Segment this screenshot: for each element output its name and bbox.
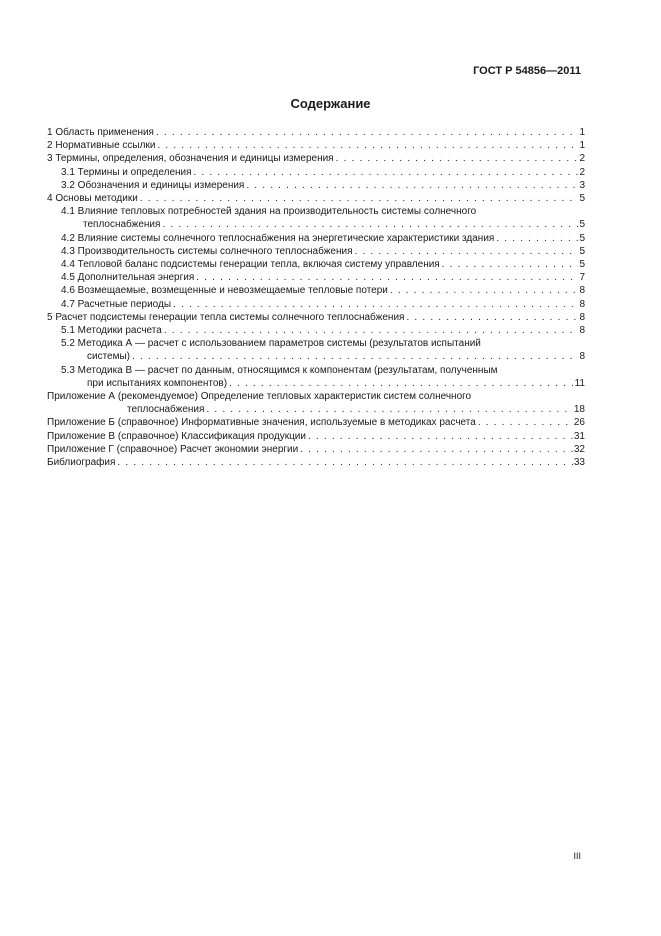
toc-entry[interactable] bbox=[47, 456, 585, 469]
toc-page-number: 5 bbox=[579, 259, 585, 271]
page-title: Содержание bbox=[290, 96, 371, 111]
toc-entry[interactable] bbox=[47, 298, 585, 311]
toc-page-number: 8 bbox=[579, 325, 585, 337]
toc-entry[interactable] bbox=[47, 166, 585, 179]
toc-entry-title-continued: системы) bbox=[87, 351, 131, 363]
toc-entry-title-continued: при испытаниях компонентов) bbox=[87, 377, 228, 389]
toc-entry-title-continued: теплоснабжения bbox=[127, 404, 205, 416]
toc-page-number: 8 bbox=[579, 285, 585, 297]
toc-entry-title: 2 Нормативные ссылки bbox=[47, 140, 156, 152]
dot-leader bbox=[156, 126, 578, 139]
toc-entry-title: 3.1 Термины и определения bbox=[61, 166, 192, 178]
toc-page-number: 7 bbox=[579, 272, 585, 284]
dot-leader bbox=[194, 166, 579, 179]
toc-page-number: 26 bbox=[573, 417, 585, 429]
toc-page-number: 5 bbox=[579, 219, 585, 231]
toc-entry[interactable] bbox=[47, 324, 585, 337]
toc-entry-title: 4.7 Расчетные периоды bbox=[61, 298, 172, 310]
dot-leader bbox=[406, 311, 578, 324]
toc-page-number: 33 bbox=[573, 457, 585, 469]
dot-leader bbox=[196, 271, 578, 284]
dot-leader bbox=[336, 152, 579, 165]
toc-page-number: 1 bbox=[579, 127, 585, 138]
toc-entry[interactable] bbox=[47, 232, 585, 245]
toc-entry-title: 5 Расчет подсистемы генерации тепла системы солнечного теплоснабжения bbox=[47, 311, 405, 323]
document-number: ГОСТ Р 54856—2011 bbox=[473, 65, 581, 77]
toc-entry[interactable] bbox=[47, 126, 585, 139]
toc-entry-title: 3.2 Обозначения и единицы измерения bbox=[61, 179, 245, 191]
toc-entry-title: Приложение Г (справочное) Расчет экономии энергии bbox=[47, 443, 299, 455]
dot-leader bbox=[132, 350, 578, 363]
toc-entry[interactable] bbox=[47, 337, 585, 363]
toc-entry[interactable] bbox=[47, 284, 585, 297]
dot-leader bbox=[140, 192, 579, 205]
toc-entry-title: Приложение Б (справочное) Информативные значения, используемые в методиках расчета bbox=[47, 417, 476, 429]
toc-entry-title: Библиография bbox=[47, 457, 116, 469]
toc-entry[interactable] bbox=[47, 179, 585, 192]
toc-page-number: 5 bbox=[579, 245, 585, 257]
toc-entry-title: 4 Основы методики bbox=[47, 193, 138, 205]
toc-entry-title: 4.3 Производительность системы солнечного теплоснабжения bbox=[61, 245, 353, 257]
toc-page-number: 8 bbox=[579, 311, 585, 323]
toc-entry-title: 5.1 Методики расчета bbox=[61, 325, 162, 337]
toc-entry[interactable] bbox=[47, 205, 585, 231]
dot-leader bbox=[173, 298, 578, 311]
toc-entry-title: 5.2 Методика А — расчет с использованием параметров системы (результатов испытаний bbox=[61, 338, 481, 350]
toc-entry[interactable] bbox=[47, 416, 585, 429]
toc-entry[interactable] bbox=[47, 271, 585, 284]
toc-entry[interactable] bbox=[47, 390, 585, 416]
toc-page-number: 2 bbox=[579, 153, 585, 165]
toc-page-number: 18 bbox=[573, 404, 585, 416]
table-of-contents bbox=[47, 126, 585, 469]
toc-entry[interactable] bbox=[47, 311, 585, 324]
toc-entry[interactable] bbox=[47, 443, 585, 456]
toc-page-number: 3 bbox=[579, 179, 585, 191]
toc-entry[interactable] bbox=[47, 245, 585, 258]
toc-page-number: 11 bbox=[574, 377, 585, 389]
dot-leader bbox=[496, 232, 578, 245]
toc-entry-title: 4.5 Дополнительная энергия bbox=[61, 272, 195, 284]
toc-entry[interactable] bbox=[47, 364, 585, 390]
dot-leader bbox=[117, 456, 572, 469]
toc-page-number: 1 bbox=[579, 140, 585, 152]
toc-page-number: 31 bbox=[573, 430, 585, 442]
toc-entry-title-continued: теплоснабжения bbox=[83, 219, 161, 231]
toc-entry-title: 4.6 Возмещаемые, возмещенные и невозмещаемые тепловые потери bbox=[61, 285, 388, 297]
toc-entry-title: 4.4 Тепловой баланс подсистемы генерации тепла, включая систему управления bbox=[61, 259, 440, 271]
toc-entry-title: 3 Термины, определения, обозначения и единицы измерения bbox=[47, 153, 334, 165]
toc-entry[interactable] bbox=[47, 258, 585, 271]
toc-page-number: 8 bbox=[579, 298, 585, 310]
dot-leader bbox=[308, 430, 573, 443]
toc-page-number: 5 bbox=[579, 193, 585, 205]
toc-entry-title: 4.2 Влияние системы солнечного теплоснабжения на энергетические характеристики здания bbox=[61, 232, 495, 244]
dot-leader bbox=[390, 284, 579, 297]
dot-leader bbox=[229, 377, 574, 390]
toc-page-number: 5 bbox=[579, 232, 585, 244]
toc-page-number: 32 bbox=[573, 443, 585, 455]
dot-leader bbox=[478, 416, 573, 429]
toc-page-number: 8 bbox=[579, 351, 585, 363]
dot-leader bbox=[164, 324, 579, 337]
toc-page-number: 2 bbox=[579, 166, 585, 178]
toc-entry[interactable] bbox=[47, 152, 585, 165]
toc-entry[interactable] bbox=[47, 192, 585, 205]
toc-entry-title: Приложение А (рекомендуемое) Определение тепловых характеристик систем солнечного bbox=[47, 391, 472, 403]
toc-entry-title: 1 Область применения bbox=[47, 127, 154, 138]
dot-leader bbox=[300, 443, 573, 456]
toc-entry[interactable] bbox=[47, 139, 585, 152]
dot-leader bbox=[355, 245, 579, 258]
dot-leader bbox=[206, 403, 572, 416]
toc-entry-title: 4.1 Влияние тепловых потребностей здания на производительность системы солнечного bbox=[61, 206, 477, 218]
dot-leader bbox=[246, 179, 578, 192]
toc-entry[interactable] bbox=[47, 430, 585, 443]
dot-leader bbox=[162, 218, 578, 231]
dot-leader bbox=[442, 258, 579, 271]
toc-entry-title: 5.3 Методика В — расчет по данным, относящимся к компонентам (результатам, полученным bbox=[61, 364, 498, 376]
dot-leader bbox=[157, 139, 578, 152]
page-number: III bbox=[573, 851, 581, 861]
toc-entry-title: Приложение В (справочное) Классификация продукции bbox=[47, 430, 306, 442]
